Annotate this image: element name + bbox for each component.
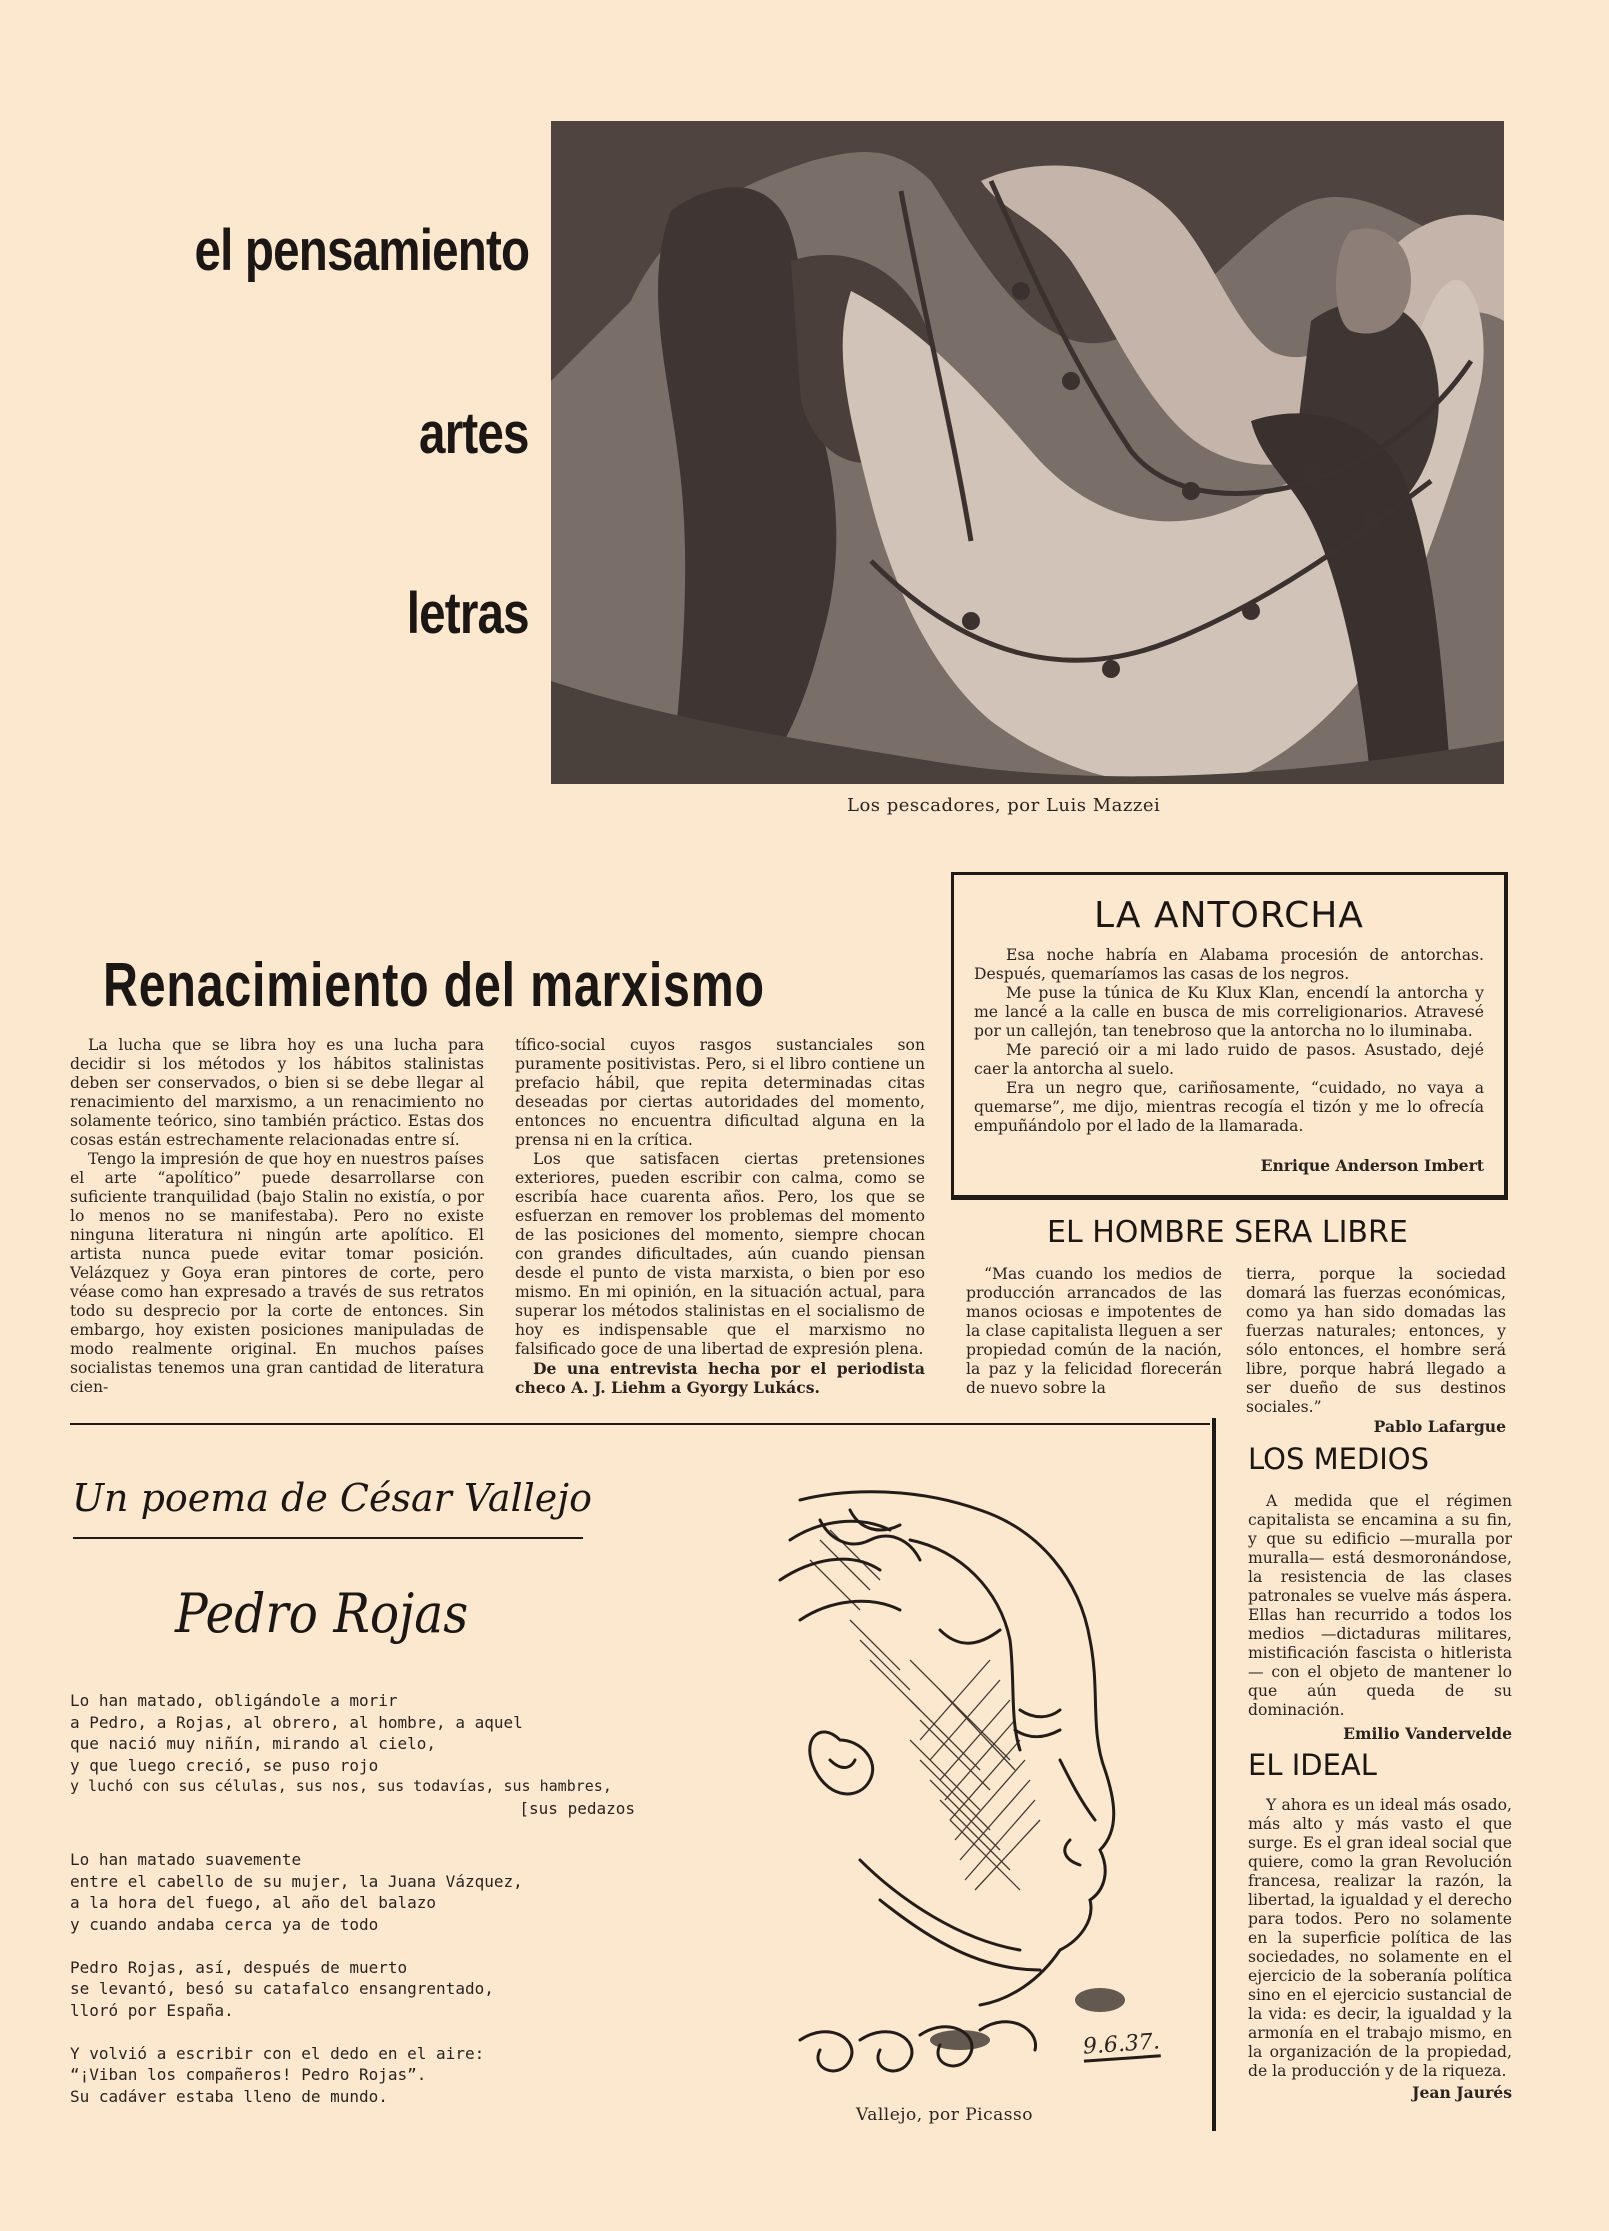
ideal-title: EL IDEAL bbox=[1248, 1748, 1377, 1782]
ideal-body bbox=[1248, 1796, 1512, 2102]
section-title-pensamiento: el pensamiento bbox=[194, 218, 529, 283]
antorcha-paragraph: Era un negro que, cariñosamente, “cuidado, no vaya a quemarse”, me dijo, mientras recogía el tizón y me lo ofrecía empuñándolo por el lado de la llamarada. bbox=[974, 1079, 1484, 1135]
portrait-drawing bbox=[760, 1480, 1170, 2100]
poem-stanza bbox=[70, 1690, 635, 1819]
article-paragraph: La lucha que se libra hoy es una lucha para decidir si los métodos y los hábitos stalinistas deben ser conservados, o bien si se debe llegar al renacimiento del marxismo, a un renacimiento no solamente teórico, sino también práctico. Estas dos cosas están estrechamente relacionadas entre sí. bbox=[70, 1036, 484, 1149]
poem-stanza bbox=[70, 2043, 635, 2108]
ideal-author: Jean Jaurés bbox=[1412, 2083, 1512, 2102]
poem-verse: “¡Viban los compañeros! Pedro Rojas”. bbox=[70, 2065, 427, 2084]
medios-author: Emilio Vandervelde bbox=[1343, 1724, 1512, 1743]
horizontal-divider bbox=[70, 1423, 1210, 1425]
section-title-artes: artes bbox=[419, 401, 529, 466]
section-title-letras: letras bbox=[406, 581, 529, 646]
portrait-caption: Vallejo, por Picasso bbox=[856, 2105, 1033, 2125]
poem-body bbox=[70, 1690, 635, 2129]
antorcha-paragraph: Esa noche habría en Alabama procesión de antorchas. Después, quemaríamos las casas de los negros. bbox=[974, 946, 1484, 983]
fishermen-illustration bbox=[551, 121, 1504, 784]
hombre-author: Pablo Lafargue bbox=[1373, 1417, 1506, 1436]
poem-verse: a la hora del fuego, al año del balazo bbox=[70, 1893, 437, 1912]
poem-verse: a Pedro, a Rojas, al obrero, al hombre, a aquel bbox=[70, 1712, 523, 1732]
article-paragraph: tífico-social cuyos rasgos sustanciales son puramente positivistas. Pero, si el libro contiene un prefacio hábil, que repita determinadas citas deseadas por ciertas autoridades del momento, entonces no encuentra dificultad alguna en la prensa ni en la crítica. bbox=[515, 1036, 925, 1149]
antorcha-body bbox=[974, 946, 1484, 1136]
article-paragraph: Los que satisfacen ciertas pretensiones exteriores, pueden escribir con calma, como se escribía hace cuarenta años. Pero, los que se esfuerzan en remover los problemas del momento de las posiciones del momento, siempre chocan con grandes dificultades, aún cuando piensan desde el punto de vista marxista, o bien por eso mismo. En mi opinión, en la situación actual, para superar los métodos stalinistas en el socialismo de hoy es indispensable que el marxismo no falsificado goce de una libertad de expresión plena. bbox=[515, 1150, 925, 1358]
antorcha-author: Enrique Anderson Imbert bbox=[1260, 1156, 1484, 1175]
poem-verse: entre el cabello de su mujer, la Juana Vázquez, bbox=[70, 1871, 523, 1891]
poem-verse: Lo han matado, obligándole a morir bbox=[70, 1691, 398, 1710]
vertical-divider bbox=[1212, 1418, 1216, 2131]
article-headline: Renacimiento del marxismo bbox=[103, 951, 765, 1020]
antorcha-box bbox=[951, 872, 1508, 1200]
poem-stanza bbox=[70, 1957, 635, 2022]
hombre-column-2 bbox=[1246, 1265, 1506, 1436]
poem-verse: Y volvió a escribir con el dedo en el aire: bbox=[70, 2043, 485, 2063]
painting-los-pescadores bbox=[551, 121, 1504, 784]
poem-verse: Su cadáver estaba lleno de mundo. bbox=[70, 2086, 388, 2106]
poem-verse-overflow: [sus pedazos bbox=[519, 1798, 635, 1818]
hombre-text: “Mas cuando los medios de producción arrancados de las manos ociosas e impotentes de la clase capitalista lleguen a ser propiedad común de la nación, la paz y la felicidad florecerán de nuevo sobre la bbox=[966, 1265, 1222, 1397]
antorcha-paragraph: Me puse la túnica de Ku Klux Klan, encendí la antorcha y me lancé a la calle en busca de mis correligionarios. Atravesé por un callejón, tan tenebroso que la antorcha no lo iluminaba. bbox=[974, 984, 1484, 1040]
poem-verse: y cuando andaba cerca ya de todo bbox=[70, 1914, 379, 1934]
poem-verse: lloró por España. bbox=[70, 2000, 234, 2020]
article-source: De una entrevista hecha por el periodista checo A. J. Liehm a Gyorgy Lukács. bbox=[515, 1359, 925, 1397]
hombre-text: tierra, porque la sociedad domará las fuerzas económicas, como ya han sido domadas las fuerzas naturales; entonces, y sólo entonces, el hombre será libre, porque habrá llegado a ser dueño de sus destinos sociales.” bbox=[1246, 1265, 1506, 1416]
medios-title: LOS MEDIOS bbox=[1248, 1442, 1430, 1476]
poem-verse: que nació muy niñín, mirando al cielo, bbox=[70, 1734, 437, 1753]
medios-body bbox=[1248, 1492, 1512, 1743]
poem-kicker-underline bbox=[73, 1537, 583, 1539]
portrait-signature-date: 9.6.37. bbox=[1082, 2029, 1161, 2062]
poem-kicker: Un poema de César Vallejo bbox=[72, 1476, 592, 1520]
hombre-title: EL HOMBRE SERA LIBRE bbox=[1047, 1215, 1408, 1250]
article-paragraph: Tengo la impresión de que hoy en nuestros países el arte “apolítico” puede desarrollarse con suficiente tranquilidad (bajo Stalin no existía, o por lo menos no se manifestaba). Pero no existe ninguna literatura ni ningún arte apolítico. El artista nunca puede evitar tomar posición. Velázquez y Goya eran pintores de corte, pero véase como han expresado a través de sus retratos todo su desprecio por la corte de entonces. Sin embargo, hoy existen posiciones manipuladas de modo realmente original. En muchos países socialistas tenemos una gran cantidad de literatura cien- bbox=[70, 1150, 484, 1396]
poem-verse: Pedro Rojas, así, después de muerto bbox=[70, 1957, 408, 1977]
painting-caption: Los pescadores, por Luis Mazzei bbox=[847, 795, 1161, 816]
poem-verse: Lo han matado suavemente bbox=[70, 1850, 302, 1869]
poem-verse: se levantó, besó su catafalco ensangrentado, bbox=[70, 1979, 494, 1998]
portrait-vallejo-by-picasso bbox=[760, 1480, 1170, 2100]
medios-text: A medida que el régimen capitalista se encamina a su fin, y que su edificio —muralla por muralla— está desmoronándose, la resistencia de las clases patronales se vuelve más áspera. Ellas han recurrido a todos los medios —dictaduras militares, mistificación fascista o hitlerista — con el objeto de mantener lo que aún queda de su dominación. bbox=[1248, 1492, 1512, 1719]
poem-title: Pedro Rojas bbox=[175, 1582, 469, 1645]
poem-verse: y luchó con sus células, sus nos, sus todavías, sus hambres, bbox=[70, 1777, 612, 1795]
poem-verse: y que luego creció, se puso rojo bbox=[70, 1755, 379, 1775]
antorcha-paragraph: Me pareció oir a mi lado ruido de pasos. Asustado, dejé caer la antorcha al suelo. bbox=[974, 1041, 1484, 1078]
article-column-1 bbox=[70, 1036, 484, 1397]
antorcha-title: LA ANTORCHA bbox=[1094, 895, 1364, 936]
article-column-2 bbox=[515, 1036, 925, 1397]
poem-stanza bbox=[70, 1849, 635, 1935]
hombre-column-1 bbox=[966, 1265, 1222, 1398]
ideal-text: Y ahora es un ideal más osado, más alto y más vasto el que surge. Es el gran ideal social que quiere, como la gran Revolución francesa, realizar la razón, la libertad, la igualdad y el derecho para todos. Pero no solamente en la superficie política de las sociedades, no solamente en el ejercicio de la soberanía política sino en el ejercicio sustancial de la vida: es decir, la igualdad y la armonía en el trabajo mismo, en la organización de la propiedad, de la producción y de la riqueza. bbox=[1248, 1796, 1512, 2080]
